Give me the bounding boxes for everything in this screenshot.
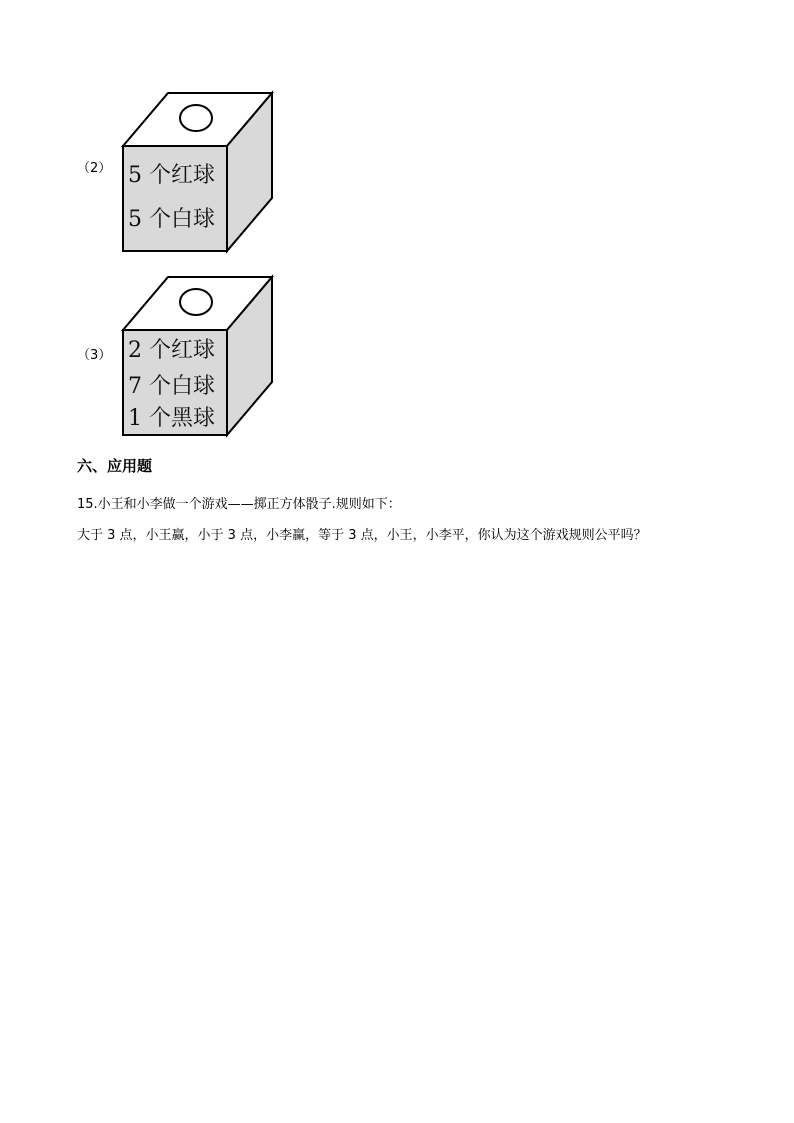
item-label-2: （2） <box>77 161 112 176</box>
box-line-1: 5 个红球 <box>128 163 215 188</box>
item-label-3: （3） <box>77 348 112 363</box>
box-front-face <box>123 146 227 251</box>
ball-box-2 <box>120 90 276 254</box>
box-hole-icon <box>180 105 212 131</box>
box-hole-icon <box>180 289 212 315</box>
box-line-2: 7 个白球 <box>128 374 215 399</box>
box-line-2: 5 个白球 <box>128 207 215 232</box>
question-line-2: 大于 3 点，小王赢，小于 3 点，小李赢，等于 3 点，小王，小李平，你认为这个游戏规则公平吗？ <box>77 528 647 543</box>
ball-box-3 <box>120 274 276 438</box>
box-line-3: 1 个黑球 <box>128 406 215 431</box>
section-title: 六、应用题 <box>77 457 153 475</box>
question-line-1: 15.小王和小李做一个游戏——掷正方体骰子.规则如下： <box>77 497 401 512</box>
box-line-1: 2 个红球 <box>128 338 215 363</box>
